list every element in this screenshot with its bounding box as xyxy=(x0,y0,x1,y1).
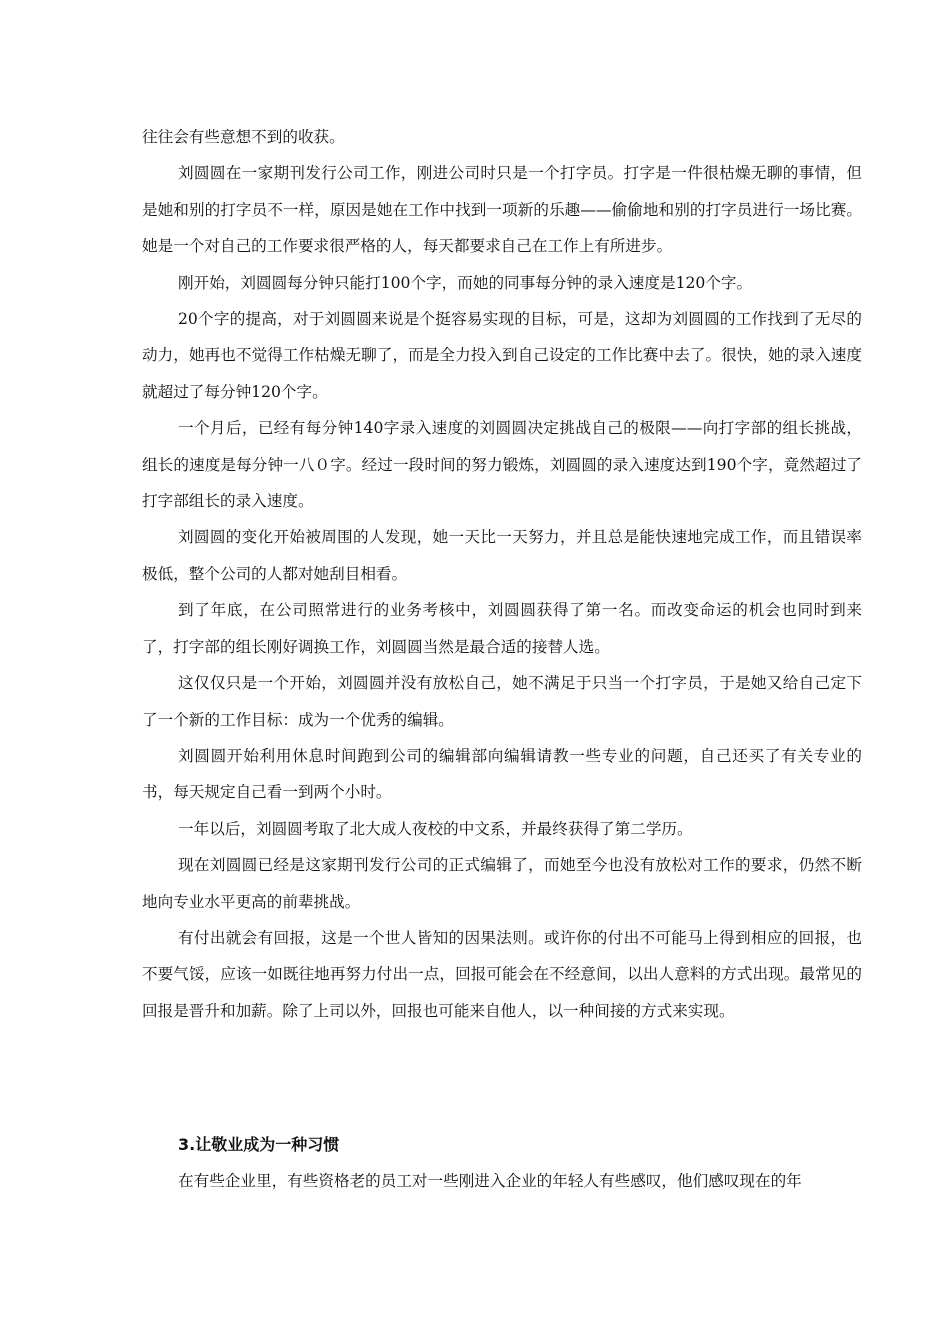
paragraph: 刘圆圆在一家期刊发行公司工作，刚进公司时只是一个打字员。打字是一件很枯燥无聊的事情，但是她和别的打字员不一样，原因是她在工作中找到一项新的乐趣——偷偷地和别的打字员进行一场比赛。她是一个对自己的工作要求很严格的人，每天都要求自己在工作上有所进步。 xyxy=(142,164,862,256)
paragraph: 刘圆圆的变化开始被周围的人发现，她一天比一天努力，并且总是能快速地完成工作，而且错误率极低，整个公司的人都对她刮目相看。 xyxy=(142,528,862,583)
paragraph: 到了年底，在公司照常进行的业务考核中，刘圆圆获得了第一名。而改变命运的机会也同时到来了，打字部的组长刚好调换工作，刘圆圆当然是最合适的接替人选。 xyxy=(142,601,862,656)
paragraph: 现在刘圆圆已经是这家期刊发行公司的正式编辑了，而她至今也没有放松对工作的要求，仍然不断地向专业水平更高的前辈挑战。 xyxy=(142,856,862,911)
paragraph: 一个月后，已经有每分钟140字录入速度的刘圆圆决定挑战自己的极限——向打字部的组长挑战，组长的速度是每分钟一八０字。经过一段时间的努力锻炼，刘圆圆的录入速度达到190个字，竟然超过了打字部组长的录入速度。 xyxy=(142,419,862,511)
paragraph: 20个字的提高，对于刘圆圆来说是个挺容易实现的目标，可是，这却为刘圆圆的工作找到了无尽的动力，她再也不觉得工作枯燥无聊了，而是全力投入到自己设定的工作比赛中去了。很快，她的录入速度就超过了每分钟120个字。 xyxy=(142,310,862,401)
body-text-block xyxy=(142,119,862,1029)
section-heading: 3.让敬业成为一种习惯 xyxy=(178,1135,340,1154)
paragraph: 有付出就会有回报，这是一个世人皆知的因果法则。或许你的付出不可能马上得到相应的回报，也不要气馁，应该一如既往地再努力付出一点，回报可能会在不经意间，以出人意料的方式出现。最常见的回报是晋升和加薪。除了上司以外，回报也可能来自他人，以一种间接的方式来实现。 xyxy=(142,928,862,1020)
paragraph: 在有些企业里，有些资格老的员工对一些刚进入企业的年轻人有些感叹，他们感叹现在的年 xyxy=(178,1172,802,1190)
section-body-text xyxy=(142,1163,862,1199)
paragraph: 这仅仅只是一个开始，刘圆圆并没有放松自己，她不满足于只当一个打字员，于是她又给自己定下了一个新的工作目标：成为一个优秀的编辑。 xyxy=(142,674,862,729)
paragraph: 一年以后，刘圆圆考取了北大成人夜校的中文系，并最终获得了第二学历。 xyxy=(178,819,693,838)
paragraph-continuation: 往往会有些意想不到的收获。 xyxy=(142,128,345,146)
paragraph: 刚开始，刘圆圆每分钟只能打100个字，而她的同事每分钟的录入速度是120个字。 xyxy=(178,273,753,292)
paragraph: 刘圆圆开始利用休息时间跑到公司的编辑部向编辑请教一些专业的问题，自己还买了有关专业的书，每天规定自己看一到两个小时。 xyxy=(142,746,862,802)
